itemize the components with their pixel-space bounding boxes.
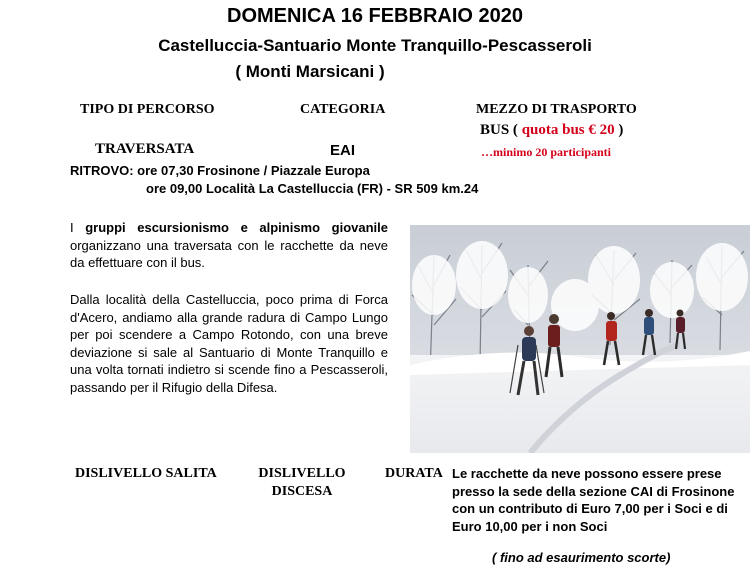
minimum-participants-note: …minimo 20 participanti bbox=[481, 145, 612, 159]
description-p1-rest: organizzano una traversata con le racchette da neve da effettuare con il bus. bbox=[70, 237, 388, 271]
description-paragraph-2: Dalla località della Castelluccia, poco prima di Forca d'Acero, andiamo alla grande radura di Campo Lungo per poi scendere a Campo Rotondo, con una breve deviazione si sale al Santuario di Monte Tranquillo e una volta tornati indietro si scende fino a Pescasseroli, passando per il Rifugio della Difesa. bbox=[70, 292, 388, 395]
descent-label-line-1: DISLIVELLO bbox=[258, 466, 346, 481]
transport-close-paren: ) bbox=[618, 122, 624, 138]
description-p1-start: I bbox=[70, 220, 74, 235]
stock-limit-note: ( fino ad esaurimento scorte) bbox=[492, 550, 671, 565]
event-date-title: DOMENICA 16 FEBBRAIO 2020 bbox=[227, 5, 523, 27]
category-label: CATEGORIA bbox=[300, 102, 386, 117]
snowshoe-hikers-photo bbox=[410, 225, 750, 453]
meeting-point-line-1 bbox=[70, 163, 370, 178]
bus-fare: quota bus € 20 bbox=[521, 122, 615, 138]
description-groups-bold: gruppi escursionismo e alpinismo giovanile bbox=[85, 220, 388, 235]
transport-value bbox=[480, 122, 623, 139]
descent-label-line-2: DISCESA bbox=[271, 484, 333, 499]
descent-label bbox=[252, 466, 352, 500]
route-title: Castelluccia-Santuario Monte Tranquillo-Pescasseroli bbox=[158, 36, 592, 55]
meeting-point-first: : ore 07,30 Frosinone / Piazzale Europa bbox=[129, 163, 370, 178]
ascent-label: DISLIVELLO SALITA bbox=[75, 466, 217, 481]
duration-label: DURATA bbox=[385, 466, 443, 481]
snowshoe-rental-note: Le racchette da neve possono essere prese presso la sede della sezione CAI di Frosinone con un contributo di Euro 7,00 per i Soci e di Euro 10,00 per i non Soci bbox=[452, 466, 735, 534]
description-paragraph-1 bbox=[70, 219, 388, 272]
category-value: EAI bbox=[330, 142, 356, 159]
route-type-label: TIPO DI PERCORSO bbox=[80, 102, 215, 117]
route-type-value: TRAVERSATA bbox=[95, 141, 195, 157]
transport-label: MEZZO DI TRASPORTO bbox=[476, 102, 637, 117]
meeting-point-label: RITROVO bbox=[70, 163, 130, 178]
transport-mode: BUS ( bbox=[480, 122, 518, 138]
area-subtitle: ( Monti Marsicani ) bbox=[235, 62, 385, 81]
meeting-point-line-2: ore 09,00 Località La Castelluccia (FR) - SR 509 km.24 bbox=[146, 181, 479, 196]
